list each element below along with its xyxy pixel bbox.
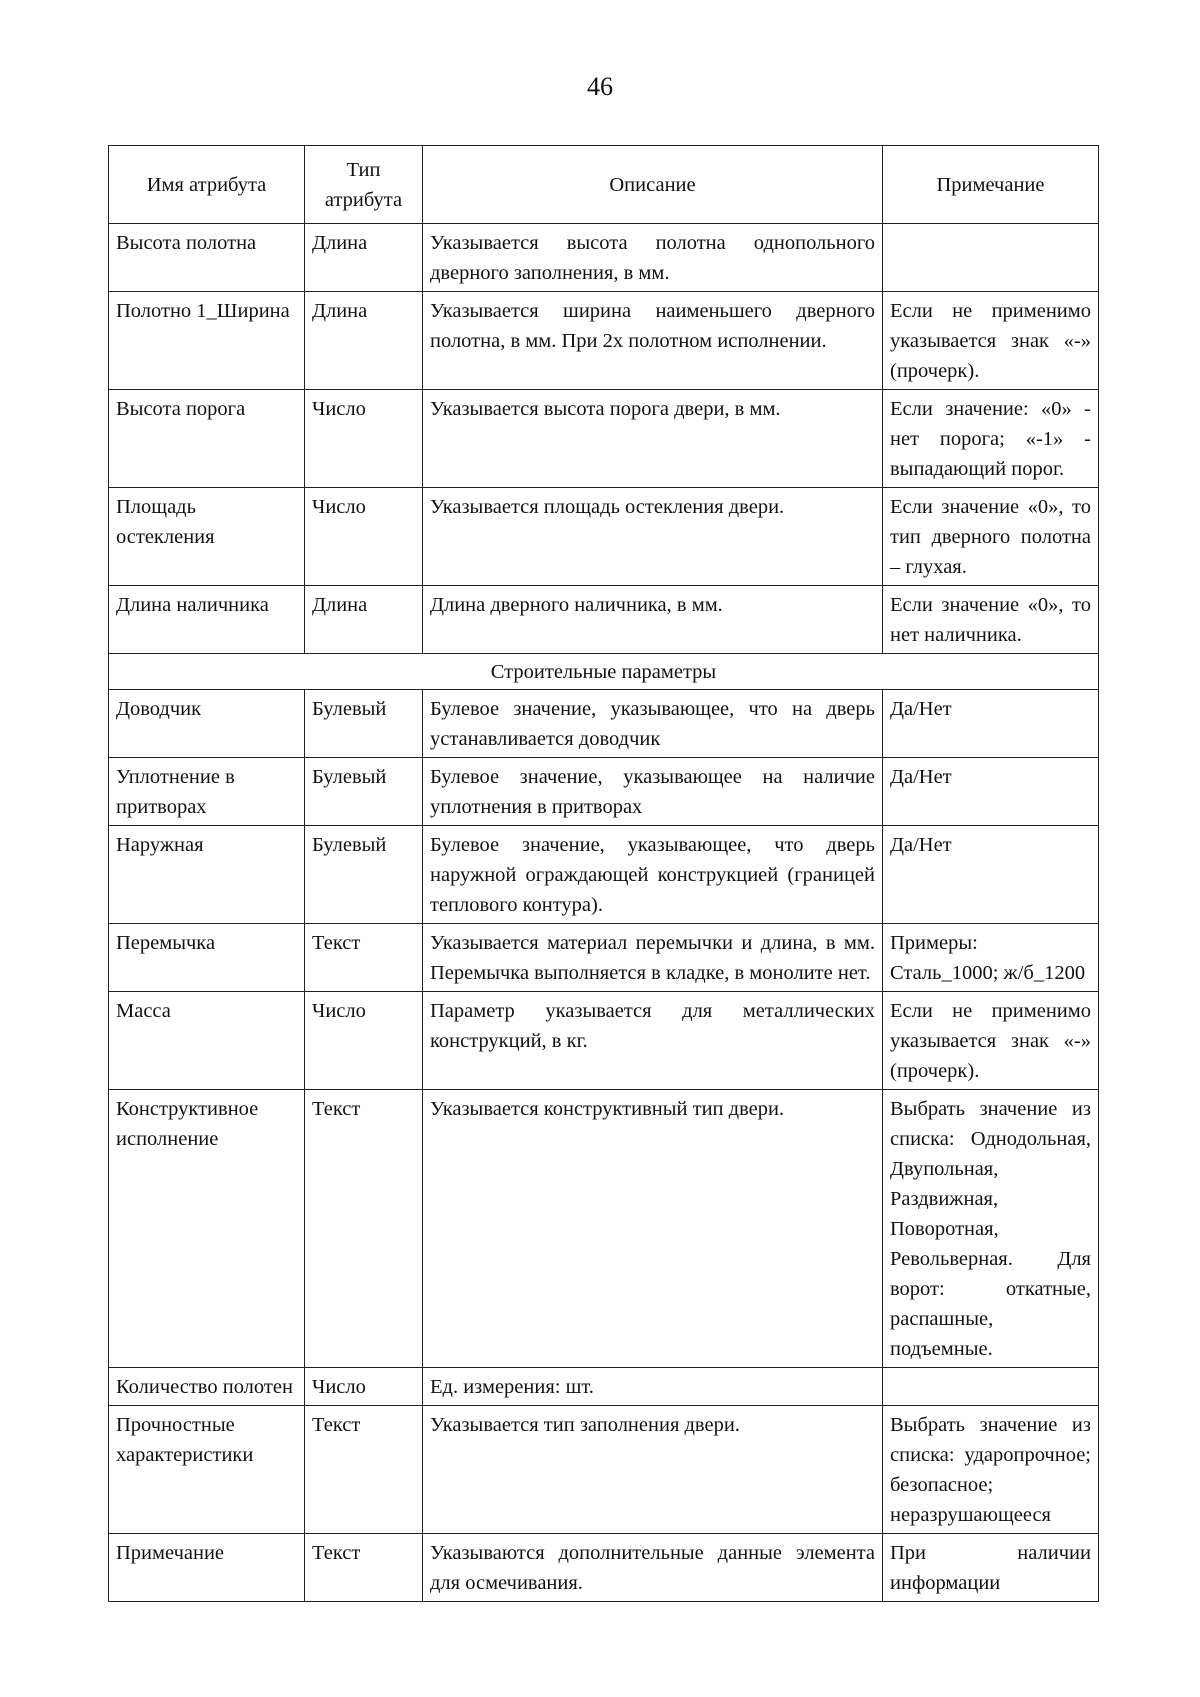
cell-type: Текст bbox=[305, 1406, 423, 1534]
cell-description: Указывается высота порога двери, в мм. bbox=[423, 390, 883, 488]
cell-description: Булевое значение, указывающее, что дверь наружной ограждающей конструкцией (границей теплового контура). bbox=[423, 826, 883, 924]
cell-name: Прочностные характеристики bbox=[109, 1406, 305, 1534]
cell-type: Текст bbox=[305, 924, 423, 992]
cell-name: Примечание bbox=[109, 1534, 305, 1602]
cell-description: Длина дверного наличника, в мм. bbox=[423, 586, 883, 654]
cell-note: Да/Нет bbox=[883, 690, 1099, 758]
cell-type: Булевый bbox=[305, 826, 423, 924]
cell-type: Число bbox=[305, 1368, 423, 1406]
table-row bbox=[109, 924, 1099, 992]
cell-description: Указывается высота полотна однопольного дверного заполнения, в мм. bbox=[423, 224, 883, 292]
cell-type: Длина bbox=[305, 224, 423, 292]
cell-type: Булевый bbox=[305, 758, 423, 826]
header-type: Тип атрибута bbox=[305, 146, 423, 224]
cell-description: Ед. измерения: шт. bbox=[423, 1368, 883, 1406]
table-row bbox=[109, 586, 1099, 654]
cell-name: Высота полотна bbox=[109, 224, 305, 292]
section-row bbox=[109, 654, 1099, 690]
cell-description: Указывается материал перемычки и длина, в мм. Перемычка выполняется в кладке, в монолите нет. bbox=[423, 924, 883, 992]
header-note: Примечание bbox=[883, 146, 1099, 224]
cell-note: Выбрать значение из списка: ударопрочное; безопасное; неразрушающееся bbox=[883, 1406, 1099, 1534]
cell-note bbox=[883, 224, 1099, 292]
header-name: Имя атрибута bbox=[109, 146, 305, 224]
table-row bbox=[109, 1368, 1099, 1406]
table-row bbox=[109, 1406, 1099, 1534]
cell-note: Если значение «0», то нет наличника. bbox=[883, 586, 1099, 654]
table-row bbox=[109, 690, 1099, 758]
table-row bbox=[109, 992, 1099, 1090]
cell-note: Если не применимо указывается знак «-» (прочерк). bbox=[883, 992, 1099, 1090]
cell-description: Параметр указывается для металлических конструкций, в кг. bbox=[423, 992, 883, 1090]
cell-description: Указывается конструктивный тип двери. bbox=[423, 1090, 883, 1368]
cell-note: Если значение: «0» - нет порога; «-1» - выпадающий порог. bbox=[883, 390, 1099, 488]
cell-name: Длина наличника bbox=[109, 586, 305, 654]
cell-type: Текст bbox=[305, 1534, 423, 1602]
table-row bbox=[109, 488, 1099, 586]
cell-note: При наличии информации bbox=[883, 1534, 1099, 1602]
cell-type: Длина bbox=[305, 292, 423, 390]
cell-description: Указывается площадь остекления двери. bbox=[423, 488, 883, 586]
cell-note: Если значение «0», то тип дверного полотна – глухая. bbox=[883, 488, 1099, 586]
attributes-table bbox=[108, 145, 1099, 1602]
cell-type: Длина bbox=[305, 586, 423, 654]
section-title: Строительные параметры bbox=[109, 654, 1099, 690]
cell-name: Полотно 1_Ширина bbox=[109, 292, 305, 390]
table-row bbox=[109, 390, 1099, 488]
cell-note: Выбрать значение из списка: Однодольная, Двупольная, Раздвижная, Поворотная, Револьверная. Для ворот: откатные, распашные, подъемные. bbox=[883, 1090, 1099, 1368]
table-row bbox=[109, 292, 1099, 390]
cell-note: Примеры: Сталь_1000; ж/б_1200 bbox=[883, 924, 1099, 992]
table-row bbox=[109, 1090, 1099, 1368]
cell-name: Высота порога bbox=[109, 390, 305, 488]
cell-description: Указывается тип заполнения двери. bbox=[423, 1406, 883, 1534]
cell-name: Перемычка bbox=[109, 924, 305, 992]
header-description: Описание bbox=[423, 146, 883, 224]
cell-note bbox=[883, 1368, 1099, 1406]
cell-type: Число bbox=[305, 390, 423, 488]
table-row bbox=[109, 758, 1099, 826]
table-row bbox=[109, 1534, 1099, 1602]
cell-name: Наружная bbox=[109, 826, 305, 924]
table-row bbox=[109, 826, 1099, 924]
cell-description: Указывается ширина наименьшего дверного полотна, в мм. При 2х полотном исполнении. bbox=[423, 292, 883, 390]
table-row bbox=[109, 224, 1099, 292]
cell-type: Число bbox=[305, 488, 423, 586]
cell-note: Да/Нет bbox=[883, 826, 1099, 924]
cell-description: Булевое значение, указывающее на наличие уплотнения в притворах bbox=[423, 758, 883, 826]
cell-note: Если не применимо указывается знак «-» (прочерк). bbox=[883, 292, 1099, 390]
cell-type: Булевый bbox=[305, 690, 423, 758]
page-number: 46 bbox=[587, 72, 613, 101]
cell-description: Булевое значение, указывающее, что на дверь устанавливается доводчик bbox=[423, 690, 883, 758]
cell-name: Доводчик bbox=[109, 690, 305, 758]
cell-name: Масса bbox=[109, 992, 305, 1090]
cell-type: Число bbox=[305, 992, 423, 1090]
cell-name: Уплотнение в притворах bbox=[109, 758, 305, 826]
cell-name: Площадь остекления bbox=[109, 488, 305, 586]
cell-note: Да/Нет bbox=[883, 758, 1099, 826]
table-header-row bbox=[109, 146, 1099, 224]
cell-name: Количество полотен bbox=[109, 1368, 305, 1406]
cell-name: Конструктивное исполнение bbox=[109, 1090, 305, 1368]
cell-description: Указываются дополнительные данные элемента для осмечивания. bbox=[423, 1534, 883, 1602]
cell-type: Текст bbox=[305, 1090, 423, 1368]
